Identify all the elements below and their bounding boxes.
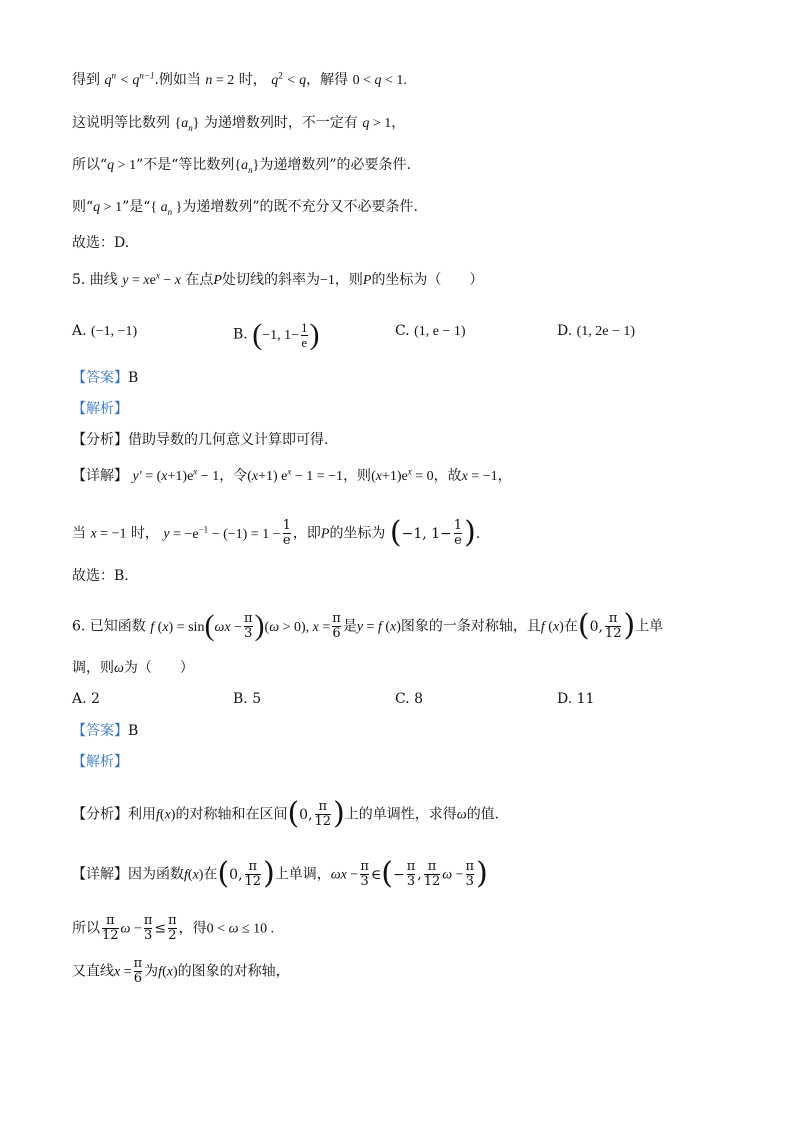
math: y = f (x): [356, 619, 401, 635]
fenxi-label: 【分析】: [72, 806, 128, 823]
math: ): [263, 855, 275, 891]
line-not-necessary: [72, 155, 411, 176]
answer-label: 【答案】: [72, 370, 128, 386]
fraction: $\frac{\pi}{6}$: [332, 611, 341, 641]
math: ∈(−: [370, 855, 405, 891]
text: 为递增数列”的既不充分又不必要条件.: [182, 199, 418, 215]
fraction: $\frac{\pi}{3}$: [360, 859, 369, 889]
math: −1: [319, 273, 335, 288]
math: ωx −: [330, 867, 359, 883]
detail-label: 【详解】: [72, 468, 128, 484]
math: f (x) = sin(ωx −: [150, 609, 242, 643]
text: 在点: [185, 272, 214, 288]
math: ,: [417, 866, 422, 883]
text: 时，: [238, 72, 267, 88]
detail-6-line2: [72, 914, 274, 943]
line-explanation: [72, 113, 405, 134]
text: 为: [144, 963, 159, 980]
analysis-6-header: [72, 752, 128, 772]
math: P: [213, 273, 222, 288]
math: $(x+1)e^x = 0$: [371, 466, 434, 484]
analysis-label: 【解析】: [72, 401, 128, 417]
fraction: $\frac{\pi}{3}$: [465, 859, 475, 889]
math: q > 1: [93, 200, 123, 215]
text: 当: [72, 525, 86, 542]
fraction: $\frac{\pi}{12}$: [102, 913, 119, 943]
option-d[interactable]: [557, 321, 635, 342]
analysis-6: [72, 795, 500, 831]
math: n = 2: [205, 73, 235, 88]
detail-6-line1: [72, 855, 488, 891]
math: $y = xe^x - x$: [122, 270, 181, 288]
text: 所以: [72, 920, 100, 937]
text: 得到: [72, 72, 100, 88]
math: (0,: [287, 795, 313, 831]
text: ，: [391, 115, 406, 131]
text: ，则: [334, 272, 363, 288]
math: ≤: [154, 920, 167, 937]
math: )(ω > 0), x =: [254, 609, 331, 643]
math: x = −1: [461, 469, 498, 484]
math: $y = -e^{-1} - (-1) = 1$ −: [163, 523, 281, 542]
math: (1, 2e − 1): [576, 324, 636, 339]
math: $q^n < q^{n-1}$: [104, 70, 155, 88]
fraction: $\frac{\pi}{6}$: [133, 956, 143, 986]
math: f(x): [184, 867, 204, 883]
fraction: $\frac{\pi}{12}$: [604, 611, 622, 641]
fraction: $\frac{\pi}{12}$: [314, 799, 332, 829]
text: C.: [395, 323, 410, 339]
option-a[interactable]: [72, 321, 137, 342]
math: f (x): [540, 619, 564, 635]
detail-label: 【详解】: [72, 866, 128, 883]
text: 的对称轴和在区间: [175, 806, 288, 823]
text: 上单: [635, 618, 664, 635]
math: (0,: [217, 855, 243, 891]
text: 5. 曲线: [72, 272, 118, 288]
text: 的图象的对称轴，: [177, 963, 290, 980]
text: D.: [557, 323, 573, 339]
text: 借助导数的几何意义计算即可得.: [128, 432, 329, 448]
math: f(x): [158, 964, 178, 980]
math: x = −1: [90, 526, 127, 542]
math: ): [476, 855, 488, 891]
text: ”不是“等比数列: [136, 157, 235, 173]
detail-5-line1: [72, 466, 512, 487]
question-5: [72, 270, 483, 291]
text: .例如当: [154, 72, 201, 88]
text: 的值.: [466, 806, 500, 823]
analysis-5: [72, 430, 328, 450]
math: $q^2 < q$: [271, 70, 307, 88]
selection-text: 故选：D.: [72, 235, 130, 251]
math: P: [362, 273, 372, 288]
selection-5: 故选：B.: [72, 568, 129, 584]
math: (1, e − 1): [414, 324, 466, 339]
text: 因为函数: [128, 866, 184, 883]
text: 又直线: [72, 963, 114, 980]
text: 6. 已知函数: [72, 618, 146, 635]
text: B.: [233, 326, 248, 343]
math: ω: [456, 807, 467, 823]
math: (−1, −1): [91, 324, 138, 339]
math: ω −: [442, 867, 464, 883]
math: { $a_n$ }: [150, 200, 183, 217]
text: ，解得: [306, 72, 349, 88]
math: (−1, 1− $\frac{1}{e}$ ).: [389, 514, 481, 550]
text: 时，: [130, 525, 159, 542]
fraction: $\frac{\pi}{2}$: [168, 913, 177, 943]
text: ，得: [178, 920, 207, 937]
text: ，令: [219, 468, 248, 484]
fraction: $\frac{\pi}{12}$: [423, 859, 441, 889]
option-b[interactable]: B. 5: [233, 691, 262, 707]
text: 为递增数列时，不一定有: [203, 115, 358, 131]
text: 为（ ）: [123, 660, 194, 676]
math: $\{a_n\}$: [174, 116, 200, 133]
fraction: $\frac{\pi}{3}$: [243, 611, 253, 641]
math: ω −: [120, 921, 142, 937]
answer-5: [72, 368, 138, 388]
option-c[interactable]: [395, 321, 466, 342]
text: 利用: [128, 806, 156, 823]
text: 在: [203, 866, 218, 883]
math: q > 1: [362, 116, 392, 131]
math: (x+1) $e^x - 1 = -1$: [247, 466, 344, 484]
math: $\{a_n\}$: [234, 158, 260, 175]
option-b[interactable]: [233, 317, 320, 351]
answer-value: B: [128, 370, 139, 386]
text: ，即: [292, 525, 321, 542]
option-d[interactable]: D. 11: [557, 691, 595, 707]
text: 则“: [72, 199, 94, 215]
text: 调，则: [72, 660, 114, 676]
math: q > 1: [107, 158, 137, 173]
text: 的坐标为（ ）: [371, 272, 484, 288]
text: ，则: [343, 468, 372, 484]
text: A.: [72, 323, 87, 339]
text: 这说明等比数列: [72, 115, 170, 131]
option-a[interactable]: A. 2: [72, 691, 100, 707]
math: f(x): [156, 807, 176, 823]
text: 的坐标为: [329, 525, 386, 542]
fenxi-label: 【分析】: [72, 432, 128, 448]
math: ): [333, 795, 345, 831]
math: x =: [114, 964, 132, 980]
math: ): [623, 607, 636, 643]
math: P: [320, 526, 330, 542]
text: 为递增数列”的必要条件.: [259, 157, 411, 173]
line-conclusion-q: [72, 70, 407, 91]
text: 图象的一条对称轴，且: [400, 618, 541, 635]
fraction: $\frac{1}{e}$: [282, 518, 291, 548]
text: 上的单调性，求得: [344, 806, 457, 823]
line-neither-condition: [72, 197, 418, 218]
answer-label: 【答案】: [72, 723, 128, 739]
fraction: $\frac{\pi}{3}$: [143, 913, 153, 943]
text: 所以“: [72, 157, 108, 173]
answer-value: B: [128, 723, 139, 739]
question-6-line2: [72, 658, 194, 679]
math: ω: [114, 661, 124, 676]
math: 0 < ω ≤ 10 .: [206, 921, 275, 937]
answer-6: [72, 721, 138, 741]
fraction: $\frac{\pi}{12}$: [244, 859, 262, 889]
text: 是: [342, 618, 357, 635]
detail-5-line2: [72, 514, 481, 550]
math: $y' = (x+1)e^x - 1$: [132, 466, 220, 484]
analysis-label: 【解析】: [72, 754, 128, 770]
text: ”是“: [122, 199, 151, 215]
option-c[interactable]: C. 8: [395, 691, 424, 707]
text: ，: [497, 468, 512, 484]
math: 0 < q < 1.: [352, 73, 407, 88]
text: 在: [563, 618, 578, 635]
math: (0,: [577, 607, 603, 643]
fraction: $\frac{\pi}{3}$: [406, 859, 416, 889]
math: (−1, 1− $\frac{1}{e}$ ): [252, 317, 320, 351]
detail-6-line3: [72, 957, 290, 986]
text: 处切线的斜率为: [221, 272, 320, 288]
question-6-line1: [72, 607, 664, 643]
text: 上单调，: [274, 866, 331, 883]
analysis-5-header: [72, 399, 128, 419]
text: ，故: [433, 468, 462, 484]
